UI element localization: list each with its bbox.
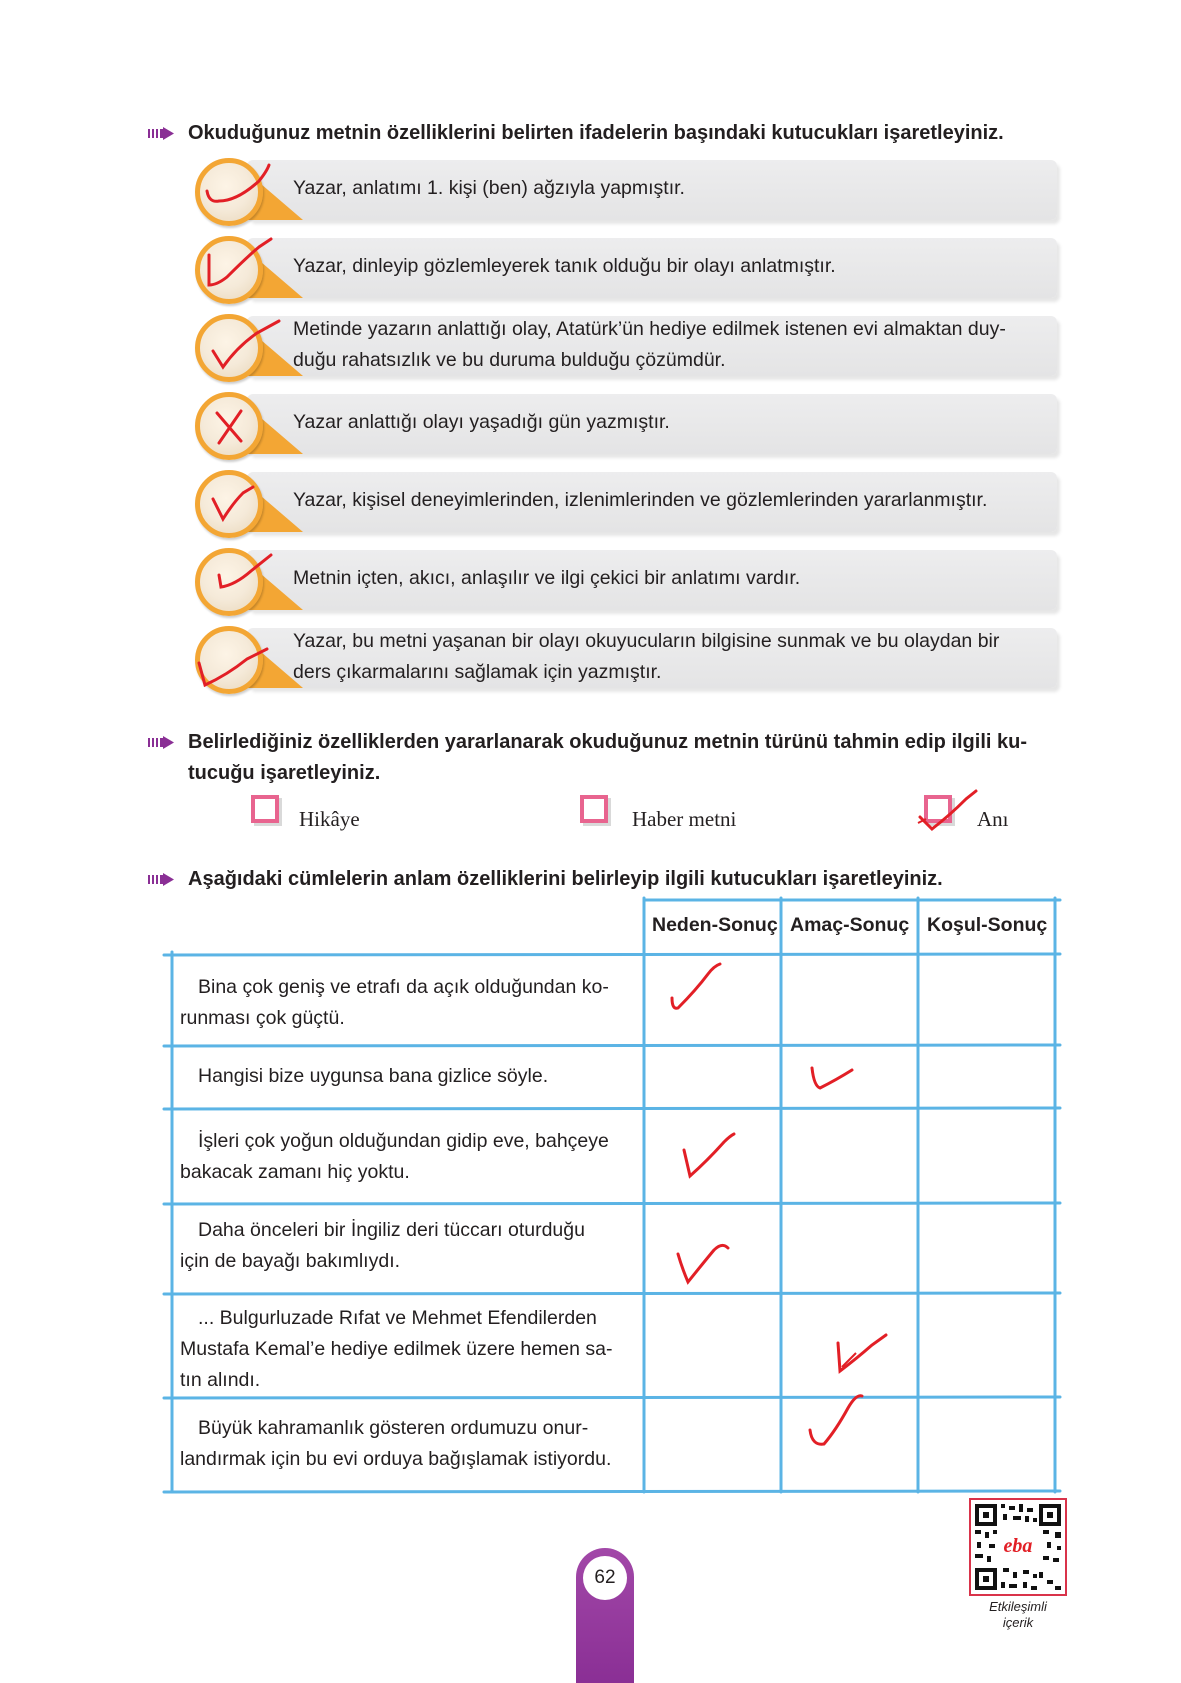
table-row xyxy=(180,972,630,1034)
arrow-bullet-icon xyxy=(148,127,174,140)
page-number-tab xyxy=(576,1548,634,1683)
qr-code-icon xyxy=(971,1500,1065,1594)
row-text: tın alındı. xyxy=(180,1369,261,1391)
row-text: bakacak zamanı hiç yoktu. xyxy=(180,1161,410,1183)
check-mark-icon xyxy=(197,229,287,309)
row-text: landırmak için bu evi orduya bağışlamak istiyordu. xyxy=(180,1448,612,1470)
check-mark-icon xyxy=(832,1323,902,1383)
check-mark-icon xyxy=(808,1060,868,1110)
check-mark-icon xyxy=(197,541,287,621)
statement-item[interactable] xyxy=(195,235,1065,305)
qr-code[interactable] xyxy=(969,1498,1067,1596)
check-mark-icon xyxy=(806,1390,886,1460)
statement-text: Yazar, bu metni yaşanan bir olayı okuyucuların bilgisine sunmak ve bu olaydan bir xyxy=(293,629,1000,652)
check-mark-icon xyxy=(197,151,287,231)
instruction-3 xyxy=(148,864,1068,895)
statement-item[interactable] xyxy=(195,391,1065,461)
qr-caption xyxy=(960,1599,1076,1631)
statement-text: Metnin içten, akıcı, anlaşılır ve ilgi çekici bir anlatımı vardır. xyxy=(293,567,801,589)
qr-caption-line: içerik xyxy=(1002,1615,1034,1630)
table-row xyxy=(180,1061,630,1092)
check-mark-icon xyxy=(197,307,287,387)
check-mark-icon xyxy=(674,1238,744,1298)
statement-text: Yazar anlattığı olayı yaşadığı gün yazmıştır. xyxy=(293,411,670,433)
classification-table xyxy=(168,898,1058,1494)
row-text: ... Bulgurluzade Rıfat ve Mehmet Efendilerden xyxy=(198,1307,597,1329)
instruction-2 xyxy=(148,727,1068,789)
arrow-bullet-icon xyxy=(148,736,174,749)
row-text: Hangisi bize uygunsa bana gizlice söyle. xyxy=(198,1065,549,1087)
eba-logo: eba xyxy=(1003,1535,1033,1557)
statement-item[interactable] xyxy=(195,625,1065,695)
statement-text: Yazar, kişisel deneyimlerinden, izlenimlerinden ve gözlemlerinden yararlanmıştır. xyxy=(293,489,988,511)
genre-option-ani[interactable] xyxy=(924,793,1034,839)
row-text: Mustafa Kemal’e hediye edilmek üzere hemen sa- xyxy=(180,1338,613,1360)
option-label: Anı xyxy=(977,807,1009,831)
column-header-amac-sonuc: Amaç-Sonuç xyxy=(790,914,910,936)
statement-text: duğu rahatsızlık ve bu duruma bulduğu çözümdür. xyxy=(293,348,726,371)
instruction-text: Aşağıdaki cümlelerin anlam özelliklerini belirleyip ilgili kutucukları işaretleyiniz. xyxy=(188,868,943,890)
statement-text: ders çıkarmalarını sağlamak için yazmıştır. xyxy=(293,660,662,683)
table-row xyxy=(180,1413,630,1475)
table-row xyxy=(180,1303,630,1396)
arrow-bullet-icon xyxy=(148,873,174,886)
row-text: runması çok güçtü. xyxy=(180,1007,345,1029)
statement-item[interactable] xyxy=(195,547,1065,617)
column-header-kosul-sonuc: Koşul-Sonuç xyxy=(927,914,1048,936)
row-text: Bina çok geniş ve etrafı da açık olduğundan ko- xyxy=(198,976,609,998)
qr-caption-line: Etkileşimli xyxy=(989,1599,1047,1614)
check-mark-icon xyxy=(197,619,287,699)
statement-item[interactable] xyxy=(195,469,1065,539)
page-number: 62 xyxy=(594,1567,616,1588)
genre-option-hikaye[interactable] xyxy=(251,793,391,839)
option-label: Haber metni xyxy=(632,807,737,831)
instruction-text: tucuğu işaretleyiniz. xyxy=(188,762,381,784)
row-text: için de bayağı bakımlıydı. xyxy=(180,1250,401,1272)
statement-item[interactable] xyxy=(195,157,1065,227)
instruction-text: Okuduğunuz metnin özelliklerini belirten ifadelerin başındaki kutucukları işaretleyiniz. xyxy=(188,122,1004,144)
checkbox[interactable] xyxy=(251,795,279,823)
row-text: İşleri çok yoğun olduğundan gidip eve, bahçeye xyxy=(198,1130,609,1152)
statement-text: Yazar, anlatımı 1. kişi (ben) ağzıyla yapmıştır. xyxy=(293,177,685,199)
statement-text: Metinde yazarın anlattığı olay, Atatürk’ün hediye edilmek istenen evi almaktan duy- xyxy=(293,317,1006,340)
genre-option-haber-metni[interactable] xyxy=(580,793,760,839)
checkbox[interactable] xyxy=(580,795,608,823)
row-text: Daha önceleri bir İngiliz deri tüccarı oturduğu xyxy=(198,1219,585,1241)
statement-text: Yazar, dinleyip gözlemleyerek tanık olduğu bir olayı anlatmıştır. xyxy=(293,255,836,277)
column-header-neden-sonuc: Neden-Sonuç xyxy=(652,914,778,936)
cross-mark-icon xyxy=(197,385,287,465)
instruction-text: Belirlediğiniz özelliklerden yararlanarak okuduğunuz metnin türünü tahmin edip ilgili ku- xyxy=(188,731,1028,753)
table-row xyxy=(180,1126,630,1188)
table-row xyxy=(180,1215,630,1277)
check-mark-icon xyxy=(668,960,728,1020)
statement-item[interactable] xyxy=(195,313,1065,383)
row-text: Büyük kahramanlık gösteren ordumuzu onur- xyxy=(198,1417,589,1439)
instruction-1 xyxy=(148,118,1068,149)
check-mark-icon xyxy=(680,1130,750,1190)
option-label: Hikâye xyxy=(299,807,360,831)
check-mark-icon xyxy=(197,463,287,543)
